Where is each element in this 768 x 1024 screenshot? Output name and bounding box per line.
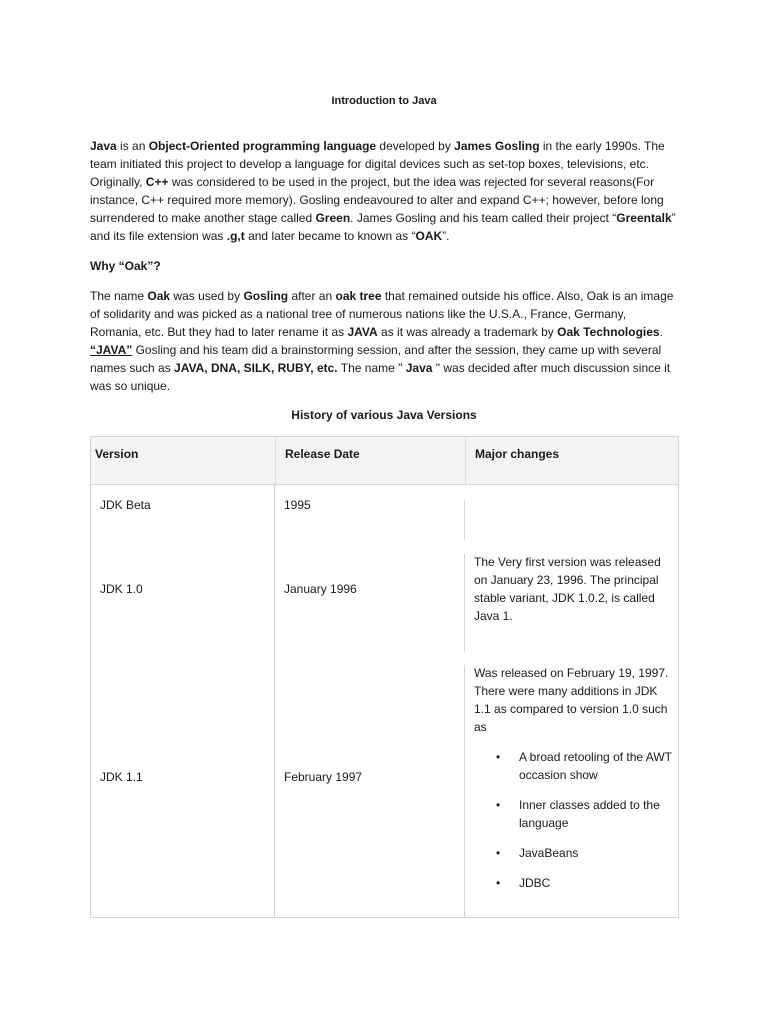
table-row-3-version: JDK 1.1 <box>100 770 143 784</box>
list-item: • A broad retooling of the AWT occasion show <box>496 750 672 782</box>
table-row-2-version: JDK 1.0 <box>100 582 143 596</box>
table-row-2-date: January 1996 <box>284 582 357 596</box>
header-major-changes: Major changes <box>475 447 560 461</box>
changes-list <box>474 748 672 892</box>
intro-paragraph: Java is an Object-Oriented programming language developed by James Gosling in the early 1990s. The team initiated this project to develop a language for digital devices such as set-top boxes, televisions, etc. Originally, C++ was considered to be used in the project, but the idea was rejected for several reasons(For instance, C++ required more memory). Gosling endeavoured to alter and expand C++; however, before long surrendered to make another stage called Green. James Gosling and his team called their project “Greentalk” and its file extension was .g,t and later became to known as “OAK”. <box>90 139 676 243</box>
header-version: Version <box>95 447 139 461</box>
java-versions-table <box>90 436 679 918</box>
list-item: • JavaBeans <box>496 846 579 860</box>
table-row-2-changes: The Very first version was released on January 23, 1996. The principal stable variant, JDK 1.0.2, is called Java 1. <box>474 555 661 623</box>
table-row-1-date: 1995 <box>284 498 311 512</box>
table-row-3-changes <box>474 664 672 892</box>
document-title: Introduction to Java <box>331 95 437 107</box>
why-oak-heading: Why “Oak”? <box>90 259 161 273</box>
bullet-icon: • <box>496 750 501 764</box>
bullet-icon: • <box>496 876 501 890</box>
bullet-icon: • <box>496 846 501 860</box>
table-caption: History of various Java Versions <box>291 408 477 422</box>
table-row-3-changes-text: Was released on February 19, 1997. There were many additions in JDK 1.1 as compared to version 1.0 such as <box>474 666 669 734</box>
header-release-date: Release Date <box>285 447 360 461</box>
table-header-row <box>90 436 679 485</box>
table-row-3-date: February 1997 <box>284 770 363 784</box>
bullet-icon: • <box>496 798 501 812</box>
table-row-1-version: JDK Beta <box>100 498 151 512</box>
list-item: • JDBC <box>496 876 551 890</box>
oak-paragraph: The name Oak was used by Gosling after an oak tree that remained outside his office. Also, Oak is an image of solidarity and was picked as a national tree of numerous nations like the U.S.A., France, Germany, Romania, etc. But they had to later rename it as JAVA as it was already a trademark by Oak Technologies. “JAVA” Gosling and his team did a brainstorming session, and after the session, they came up with several names such as JAVA, DNA, SILK, RUBY, etc. The name " Java " was decided after much discussion since it was so unique. <box>90 289 674 393</box>
list-item: • Inner classes added to the language <box>496 798 660 830</box>
